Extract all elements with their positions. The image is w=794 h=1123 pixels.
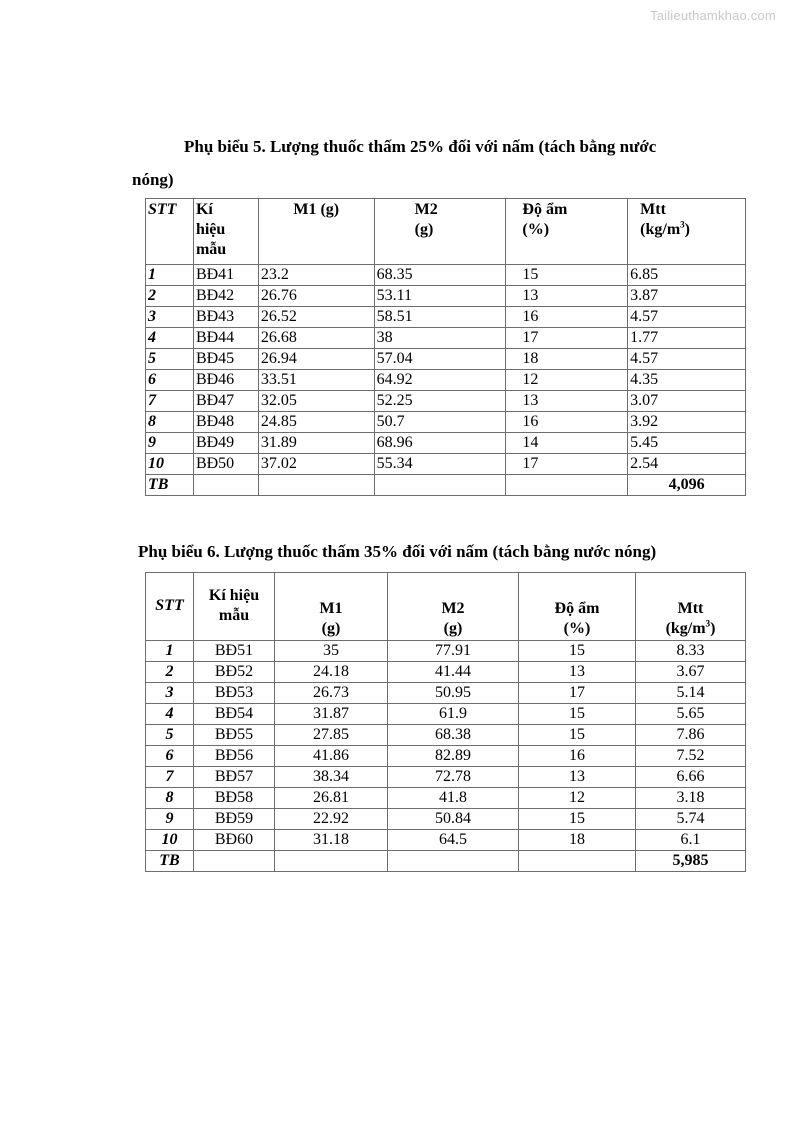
cell-m1: 23.2 [258,265,374,286]
header-mtt-line2: (kg/m [665,620,706,637]
cell-stt: 6 [146,370,194,391]
cell-stt: 5 [146,349,194,370]
table-row [146,767,746,788]
header-stt: STT [146,573,194,641]
header-mtt-line1: Mtt [677,600,704,617]
cell-m2: 64.5 [388,830,519,851]
table-row [146,809,746,830]
header-m1: M1 (g) [258,199,374,265]
cell-ki-hieu: BĐ45 [193,349,258,370]
header-mtt [636,573,746,641]
header-do-am-line1: Độ ẩm [522,201,568,218]
cell-mtt: 5.45 [628,433,746,454]
cell-mtt: 8.33 [636,641,746,662]
cell-ki-hieu: BĐ52 [194,662,275,683]
table-row [146,662,746,683]
header-ki-hieu-line2: mẫu [218,607,250,624]
cell-ki-hieu: BĐ46 [193,370,258,391]
cell-empty [519,851,636,872]
header-do-am [506,199,628,265]
cell-m1: 26.94 [258,349,374,370]
header-do-am-line2: (%) [522,221,550,238]
cell-mtt: 7.52 [636,746,746,767]
header-m2-line2: (g) [443,620,463,637]
header-stt: STT [146,199,194,265]
cell-m1: 38.34 [275,767,388,788]
cell-mtt: 3.67 [636,662,746,683]
header-m2-line2: (g) [414,221,434,238]
header-mtt [628,199,746,265]
cell-m2: 50.7 [374,412,506,433]
cell-empty [388,851,519,872]
table-row [146,370,746,391]
cell-mtt: 5.74 [636,809,746,830]
header-m1-line2: (g) [321,620,341,637]
table-row [146,328,746,349]
cell-stt: 2 [146,662,194,683]
cell-m2: 53.11 [374,286,506,307]
cell-ki-hieu: BĐ57 [194,767,275,788]
cell-do-am: 17 [506,328,628,349]
cell-m2: 72.78 [388,767,519,788]
cell-do-am: 13 [519,767,636,788]
table-row [146,725,746,746]
cell-do-am: 15 [519,704,636,725]
header-mtt-close: ) [710,620,716,637]
cell-empty [506,475,628,496]
cell-m2: 41.8 [388,788,519,809]
cell-mtt: 5.65 [636,704,746,725]
cell-mtt: 3.18 [636,788,746,809]
cell-m1: 22.92 [275,809,388,830]
cell-do-am: 17 [519,683,636,704]
table5 [145,198,746,496]
table5-header-row [146,199,746,265]
cell-empty [193,475,258,496]
cell-do-am: 15 [519,809,636,830]
header-mtt-superscript: 3 [705,618,711,629]
cell-mtt: 2.54 [628,454,746,475]
cell-mtt: 3.07 [628,391,746,412]
table6-title: Phụ biểu 6. Lượng thuốc thấm 35% đối với nấm (tách bằng nước nóng) [138,542,657,561]
cell-do-am: 12 [519,788,636,809]
cell-m1: 26.52 [258,307,374,328]
cell-stt: 4 [146,704,194,725]
cell-ki-hieu: BĐ59 [194,809,275,830]
table-row [146,683,746,704]
table-row [146,704,746,725]
cell-stt: 6 [146,746,194,767]
cell-m2: 68.96 [374,433,506,454]
table-row [146,641,746,662]
header-ki-hieu [193,199,258,265]
cell-do-am: 12 [506,370,628,391]
watermark: Tailieuthamkhao.com [650,8,776,23]
cell-stt: 1 [146,265,194,286]
cell-empty [374,475,506,496]
header-m1-line1: M1 [319,600,343,617]
cell-empty [194,851,275,872]
cell-ki-hieu: BĐ47 [193,391,258,412]
cell-m1: 35 [275,641,388,662]
cell-mtt: 6.1 [636,830,746,851]
cell-do-am: 13 [519,662,636,683]
cell-do-am: 14 [506,433,628,454]
cell-stt: 10 [146,830,194,851]
header-mtt-superscript: 3 [680,219,685,230]
cell-m1: 24.18 [275,662,388,683]
cell-m2: 52.25 [374,391,506,412]
header-ki-hieu-line2: hiệu [195,221,226,238]
cell-do-am: 18 [519,830,636,851]
cell-do-am: 15 [519,725,636,746]
cell-tb-label: TB [146,475,194,496]
cell-stt: 10 [146,454,194,475]
cell-empty [275,851,388,872]
cell-m1: 26.68 [258,328,374,349]
header-m2 [374,199,506,265]
cell-ki-hieu: BĐ43 [193,307,258,328]
cell-ki-hieu: BĐ48 [193,412,258,433]
cell-m2: 55.34 [374,454,506,475]
header-mtt-line2: (kg/m [640,221,681,238]
cell-do-am: 15 [519,641,636,662]
cell-stt: 9 [146,433,194,454]
cell-mtt: 4.57 [628,349,746,370]
cell-stt: 9 [146,809,194,830]
cell-m2: 58.51 [374,307,506,328]
cell-ki-hieu: BĐ58 [194,788,275,809]
cell-mtt: 5.14 [636,683,746,704]
cell-do-am: 16 [506,307,628,328]
header-ki-hieu [194,573,275,641]
table5-title-continued: nóng) [132,170,174,189]
header-m2-line1: M2 [414,201,438,218]
cell-ki-hieu: BĐ56 [194,746,275,767]
cell-m1: 31.87 [275,704,388,725]
cell-m2: 41.44 [388,662,519,683]
cell-ki-hieu: BĐ42 [193,286,258,307]
cell-stt: 8 [146,412,194,433]
cell-m1: 32.05 [258,391,374,412]
table6 [145,572,746,872]
cell-stt: 2 [146,286,194,307]
table-row [146,286,746,307]
cell-mtt: 6.66 [636,767,746,788]
cell-m2: 77.91 [388,641,519,662]
cell-m2: 38 [374,328,506,349]
table-row [146,454,746,475]
cell-mtt: 1.77 [628,328,746,349]
cell-m1: 26.76 [258,286,374,307]
cell-do-am: 13 [506,391,628,412]
cell-stt: 8 [146,788,194,809]
table-row [146,830,746,851]
cell-m2: 68.38 [388,725,519,746]
table-row [146,307,746,328]
cell-ki-hieu: BĐ41 [193,265,258,286]
cell-stt: 5 [146,725,194,746]
header-do-am-line1: Độ ẩm [554,600,600,617]
cell-m1: 33.51 [258,370,374,391]
cell-ki-hieu: BĐ51 [194,641,275,662]
cell-m1: 24.85 [258,412,374,433]
cell-do-am: 16 [506,412,628,433]
cell-mtt: 4.35 [628,370,746,391]
cell-mtt: 4.57 [628,307,746,328]
table-row [146,433,746,454]
table-row [146,265,746,286]
cell-ki-hieu: BĐ44 [193,328,258,349]
cell-m2: 82.89 [388,746,519,767]
cell-m1: 37.02 [258,454,374,475]
cell-mtt: 3.87 [628,286,746,307]
table-row [146,746,746,767]
cell-mtt: 6.85 [628,265,746,286]
cell-do-am: 15 [506,265,628,286]
cell-stt: 3 [146,307,194,328]
table-footer-row [146,475,746,496]
cell-ki-hieu: BĐ49 [193,433,258,454]
cell-ki-hieu: BĐ60 [194,830,275,851]
header-do-am-line2: (%) [563,620,591,637]
cell-m2: 50.95 [388,683,519,704]
cell-stt: 7 [146,767,194,788]
cell-stt: 4 [146,328,194,349]
header-do-am [519,573,636,641]
cell-m1: 31.18 [275,830,388,851]
cell-m1: 27.85 [275,725,388,746]
table-row [146,349,746,370]
cell-m1: 26.73 [275,683,388,704]
cell-m2: 50.84 [388,809,519,830]
cell-stt: 1 [146,641,194,662]
header-ki-hieu-line3: mẫu [195,241,227,258]
cell-empty [258,475,374,496]
cell-m2: 68.35 [374,265,506,286]
table-footer-row [146,851,746,872]
cell-ki-hieu: BĐ54 [194,704,275,725]
cell-tb-label: TB [146,851,194,872]
cell-tb-mtt: 5,985 [636,851,746,872]
cell-m2: 64.92 [374,370,506,391]
header-m1 [275,573,388,641]
cell-m2: 57.04 [374,349,506,370]
header-mtt-close: ) [684,221,690,238]
cell-stt: 7 [146,391,194,412]
header-ki-hieu-line1: Kí hiệu [208,587,260,604]
header-m2-line1: M2 [441,600,465,617]
cell-m1: 41.86 [275,746,388,767]
table-row [146,412,746,433]
cell-m2: 61.9 [388,704,519,725]
cell-do-am: 16 [519,746,636,767]
header-mtt-line1: Mtt [640,201,666,218]
cell-stt: 3 [146,683,194,704]
cell-do-am: 18 [506,349,628,370]
cell-ki-hieu: BĐ55 [194,725,275,746]
table-row [146,391,746,412]
table6-header-row [146,573,746,641]
cell-tb-mtt: 4,096 [628,475,746,496]
cell-ki-hieu: BĐ50 [193,454,258,475]
table5-title: Phụ biểu 5. Lượng thuốc thấm 25% đối với nấm (tách bằng nước [184,137,657,156]
cell-m1: 26.81 [275,788,388,809]
cell-do-am: 17 [506,454,628,475]
cell-mtt: 7.86 [636,725,746,746]
table-row [146,788,746,809]
cell-m1: 31.89 [258,433,374,454]
cell-do-am: 13 [506,286,628,307]
cell-mtt: 3.92 [628,412,746,433]
cell-ki-hieu: BĐ53 [194,683,275,704]
header-ki-hieu-line1: Kí [195,201,213,218]
header-m2 [388,573,519,641]
